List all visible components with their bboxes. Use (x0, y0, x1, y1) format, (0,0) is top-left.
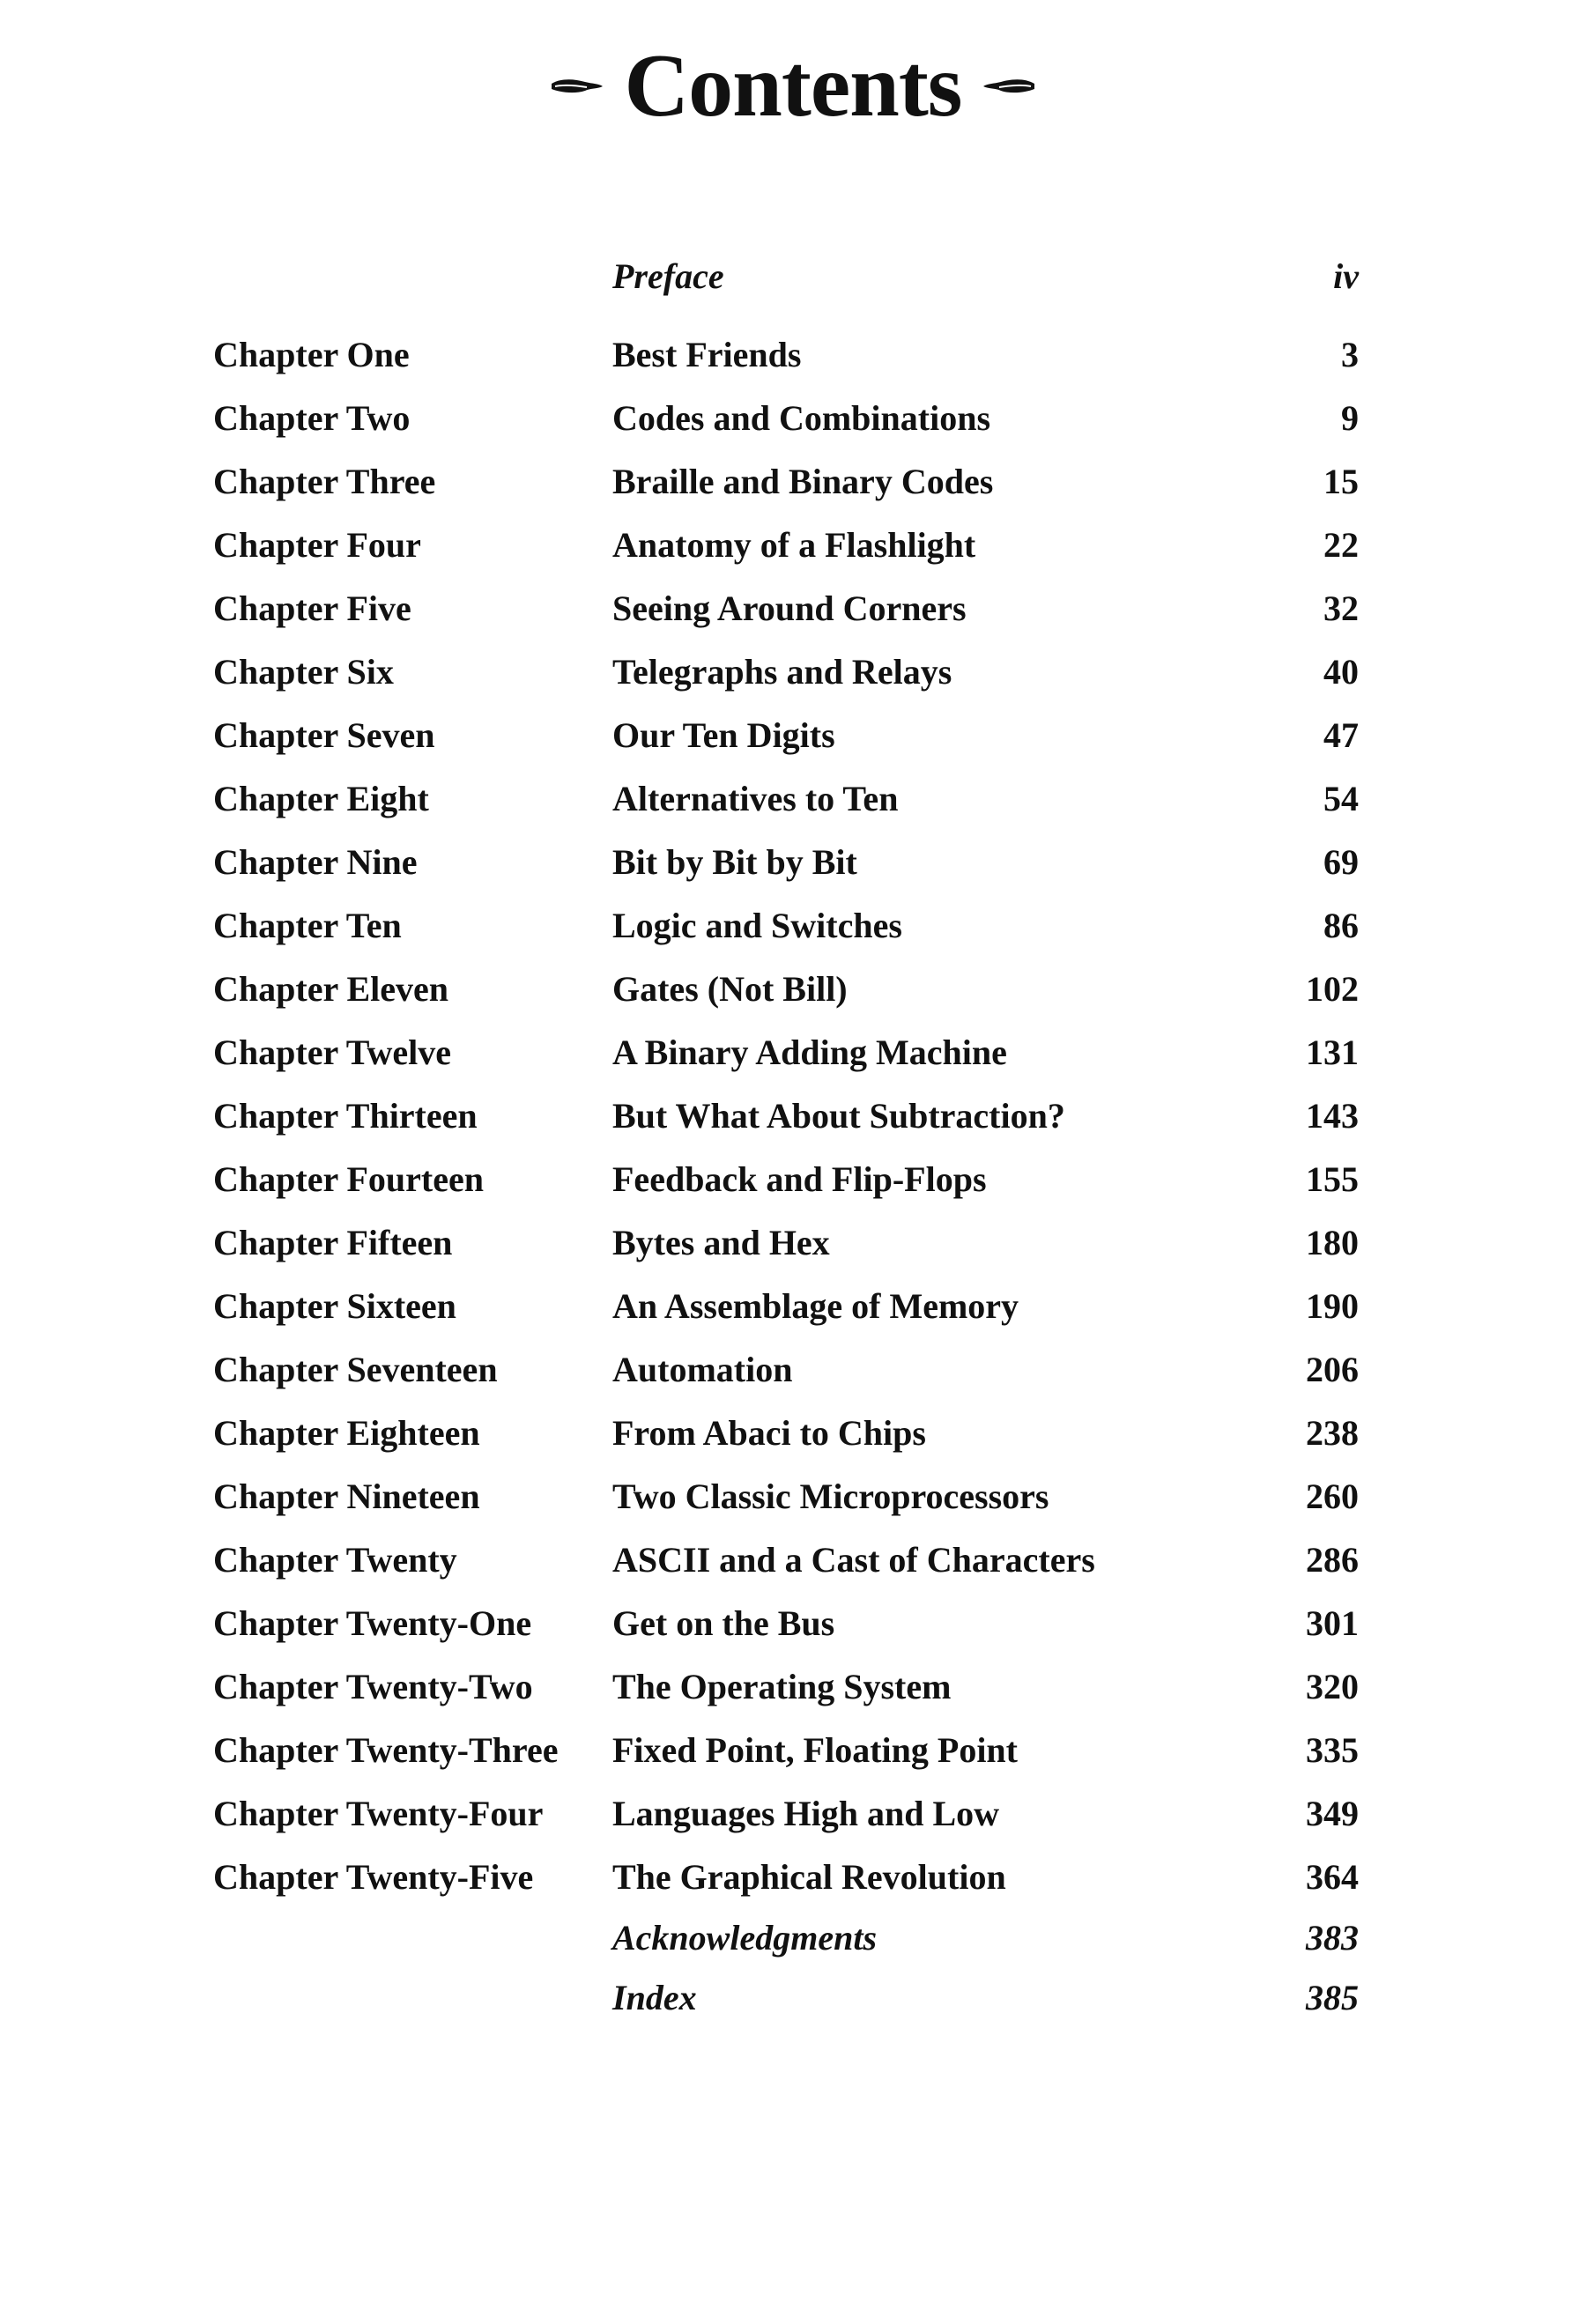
contents-heading (0, 33, 1586, 139)
page-number: 9 (1341, 398, 1359, 438)
page-number: 15 (1323, 462, 1359, 501)
chapter-title: Alternatives to Ten (612, 779, 899, 818)
chapter-label: Chapter Nine (213, 842, 418, 882)
page-number: 131 (1306, 1032, 1359, 1072)
chapter-title: Get on the Bus (612, 1603, 835, 1643)
entry-title: Acknowledgments (612, 1918, 878, 1958)
chapter-label: Chapter Fifteen (213, 1223, 453, 1262)
toc-entry[interactable] (0, 774, 1586, 824)
toc-entry[interactable] (0, 1789, 1586, 1839)
page-number: 335 (1306, 1730, 1359, 1770)
toc-entry[interactable] (0, 584, 1586, 633)
page-number: 69 (1323, 842, 1359, 882)
chapter-title: A Binary Adding Machine (612, 1032, 1007, 1072)
chapter-title: An Assemblage of Memory (612, 1286, 1019, 1326)
chapter-title: ASCII and a Cast of Characters (612, 1540, 1095, 1580)
chapter-label: Chapter Twenty-Four (213, 1794, 544, 1833)
page-number: 364 (1306, 1857, 1359, 1897)
right-hand-ornament-icon (982, 75, 1036, 98)
chapter-label: Chapter Four (213, 525, 421, 565)
page-title: Contents (624, 36, 962, 136)
toc-entry[interactable] (0, 711, 1586, 760)
page-number: 155 (1306, 1159, 1359, 1199)
chapter-label: Chapter Thirteen (213, 1096, 478, 1136)
toc-entry[interactable] (0, 394, 1586, 443)
page-number: 180 (1306, 1223, 1359, 1262)
page-number: 47 (1323, 715, 1359, 755)
chapter-title: Telegraphs and Relays (612, 652, 952, 692)
chapter-title: Our Ten Digits (612, 715, 835, 755)
toc-entry[interactable] (0, 330, 1586, 380)
chapter-title: Bit by Bit by Bit (612, 842, 857, 882)
chapter-label: Chapter Six (213, 652, 394, 692)
chapter-label: Chapter Nineteen (213, 1477, 480, 1516)
toc-entry[interactable] (0, 838, 1586, 887)
page-number: 190 (1306, 1286, 1359, 1326)
page-number: 86 (1323, 906, 1359, 945)
toc-entry-preface[interactable] (0, 252, 1586, 301)
page-number: 286 (1306, 1540, 1359, 1580)
chapter-label: Chapter Eighteen (213, 1413, 480, 1453)
toc-entry[interactable] (0, 1409, 1586, 1458)
entry-page: 383 (1306, 1918, 1359, 1958)
chapter-title: Two Classic Microprocessors (612, 1477, 1049, 1516)
chapter-label: Chapter Fourteen (213, 1159, 484, 1199)
toc-entry[interactable] (0, 1599, 1586, 1648)
toc-entry[interactable] (0, 901, 1586, 951)
page-number: 238 (1306, 1413, 1359, 1453)
toc-entry[interactable] (0, 1536, 1586, 1585)
page-number: 54 (1323, 779, 1359, 818)
toc-entry[interactable] (0, 1028, 1586, 1077)
page-number: 32 (1323, 588, 1359, 628)
chapter-title: The Operating System (612, 1667, 952, 1706)
chapter-label: Chapter One (213, 335, 410, 374)
chapter-label: Chapter Ten (213, 906, 402, 945)
toc-entry[interactable] (0, 1345, 1586, 1395)
chapter-label: Chapter Seven (213, 715, 435, 755)
chapter-title: Fixed Point, Floating Point (612, 1730, 1018, 1770)
page-number: 40 (1323, 652, 1359, 692)
chapter-label: Chapter Sixteen (213, 1286, 456, 1326)
toc-entry[interactable] (0, 1472, 1586, 1521)
page-number: 349 (1306, 1794, 1359, 1833)
page-number: 320 (1306, 1667, 1359, 1706)
page-number: 143 (1306, 1096, 1359, 1136)
chapter-title: The Graphical Revolution (612, 1857, 1006, 1897)
toc-entry[interactable] (0, 1155, 1586, 1204)
page-number: 206 (1306, 1350, 1359, 1389)
entry-page: 385 (1306, 1978, 1359, 2017)
chapter-title: Braille and Binary Codes (612, 462, 994, 501)
toc-entry[interactable] (0, 1282, 1586, 1331)
chapter-title: But What About Subtraction? (612, 1096, 1065, 1136)
chapter-label: Chapter Five (213, 588, 411, 628)
chapter-label: Chapter Twenty-Two (213, 1667, 533, 1706)
chapter-title: Feedback and Flip-Flops (612, 1159, 987, 1199)
chapter-label: Chapter Seventeen (213, 1350, 498, 1389)
left-hand-ornament-icon (550, 75, 604, 98)
chapter-label: Chapter Twenty (213, 1540, 457, 1580)
chapter-title: Languages High and Low (612, 1794, 1000, 1833)
toc-entry[interactable] (0, 1662, 1586, 1712)
toc-entry[interactable] (0, 1726, 1586, 1775)
chapter-label: Chapter Twelve (213, 1032, 451, 1072)
chapter-label: Chapter Three (213, 462, 436, 501)
page-number: 301 (1306, 1603, 1359, 1643)
chapter-title: Logic and Switches (612, 906, 902, 945)
toc-entry[interactable] (0, 965, 1586, 1014)
toc-entry[interactable] (0, 1853, 1586, 1902)
entry-page: iv (1333, 256, 1359, 296)
chapter-label: Chapter Twenty-One (213, 1603, 532, 1643)
chapter-title: From Abaci to Chips (612, 1413, 926, 1453)
chapter-label: Chapter Two (213, 398, 411, 438)
chapter-title: Automation (612, 1350, 793, 1389)
chapter-title: Codes and Combinations (612, 398, 991, 438)
toc-entry[interactable] (0, 521, 1586, 570)
entry-title: Preface (612, 256, 724, 296)
chapter-title: Anatomy of a Flashlight (612, 525, 976, 565)
entry-title: Index (612, 1978, 697, 2017)
chapter-label: Chapter Eight (213, 779, 429, 818)
chapter-title: Seeing Around Corners (612, 588, 967, 628)
chapter-label: Chapter Eleven (213, 969, 449, 1009)
chapter-label: Chapter Twenty-Five (213, 1857, 534, 1897)
chapter-title: Best Friends (612, 335, 802, 374)
toc-entry[interactable] (0, 1218, 1586, 1268)
chapter-title: Bytes and Hex (612, 1223, 830, 1262)
toc-entry[interactable] (0, 457, 1586, 507)
toc-entry[interactable] (0, 648, 1586, 697)
toc-entry-acknowledgments[interactable] (0, 1913, 1586, 1963)
chapter-label: Chapter Twenty-Three (213, 1730, 559, 1770)
page-number: 3 (1341, 335, 1359, 374)
toc-entry-index[interactable] (0, 1973, 1586, 2023)
page-number: 22 (1323, 525, 1359, 565)
chapter-title: Gates (Not Bill) (612, 969, 848, 1009)
page-number: 102 (1306, 969, 1359, 1009)
page-number: 260 (1306, 1477, 1359, 1516)
toc-entry[interactable] (0, 1092, 1586, 1141)
